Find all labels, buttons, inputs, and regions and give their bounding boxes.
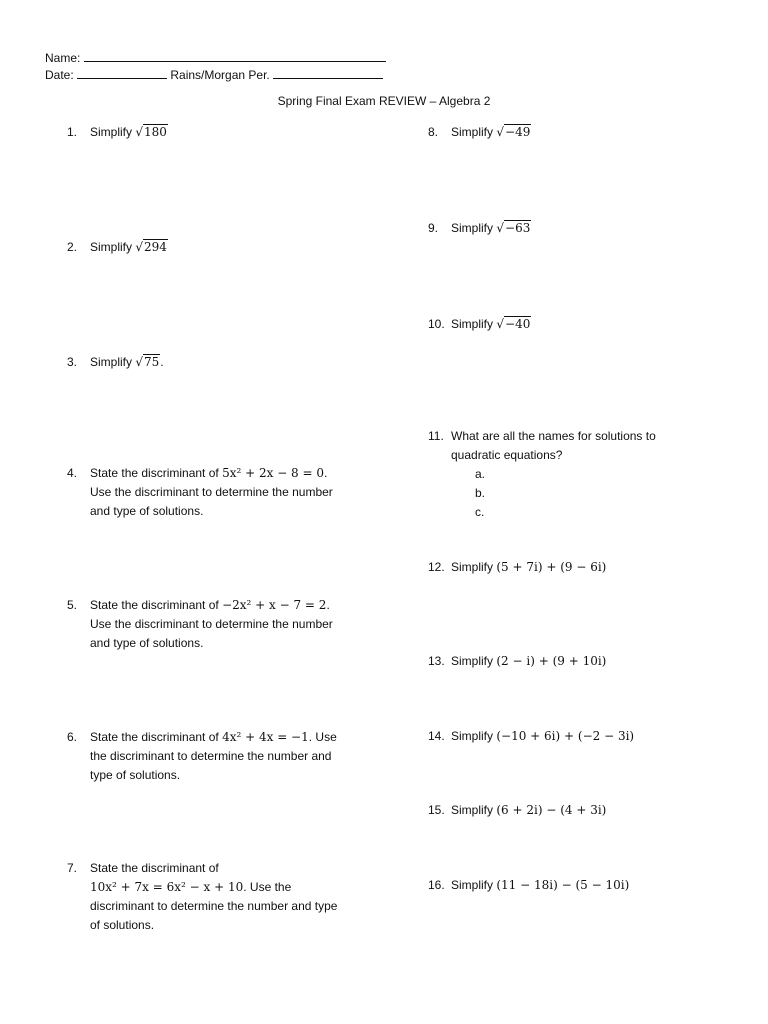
expression: (11 − 18i) − (5 − 10i) xyxy=(496,878,630,892)
answer-a-label: a. xyxy=(475,467,486,481)
sqrt-icon: √ xyxy=(496,317,505,331)
name-blank[interactable] xyxy=(84,49,386,62)
rains-morgan-label: Rains/Morgan Per. xyxy=(170,68,270,82)
name-field xyxy=(45,49,386,66)
expression: (−10 + 6i) + (−2 − 3i) xyxy=(496,729,635,743)
radicand: 180 xyxy=(144,125,167,139)
problem-14: 14. Simplify (−10 + 6i) + (−2 − 3i) xyxy=(428,729,635,743)
radicand: 294 xyxy=(144,240,167,254)
radicand: −63 xyxy=(505,221,531,235)
problem-7: 7. State the discriminant of 10x² + 7x = 6x² − x + 10. Use the discriminant to determine the number and type of solutions. xyxy=(67,861,338,932)
date-label: Date: xyxy=(45,68,74,82)
sqrt-icon: √ xyxy=(135,125,144,139)
radicand: −49 xyxy=(505,125,531,139)
equation: −2x² + x − 7 = 2 xyxy=(222,598,327,612)
equation: 4x² + 4x = −1 xyxy=(222,730,309,744)
problem-10: 10. Simplify √−40 xyxy=(428,317,531,331)
sqrt-icon: √ xyxy=(135,240,144,254)
problem-9: 9. Simplify √−63 xyxy=(428,221,531,235)
problem-8: 8. Simplify √−49 xyxy=(428,125,531,139)
problem-2: 2. Simplify √294 xyxy=(67,240,167,254)
problem-15: 15. Simplify (6 + 2i) − (4 + 3i) xyxy=(428,803,607,817)
equation: 5x² + 2x − 8 = 0 xyxy=(222,466,325,480)
sqrt-icon: √ xyxy=(496,221,505,235)
problem-13: 13. Simplify (2 − i) + (9 + 10i) xyxy=(428,654,607,668)
page-title: Spring Final Exam REVIEW – Algebra 2 xyxy=(277,94,491,108)
problem-3: 3. Simplify √75. xyxy=(67,355,164,369)
expression: (6 + 2i) − (4 + 3i) xyxy=(496,803,607,817)
problem-6: 6. State the discriminant of 4x² + 4x = −1. Use the discriminant to determine the number and type of solutions. xyxy=(67,730,337,782)
answer-c-label: c. xyxy=(475,505,485,519)
date-blank[interactable] xyxy=(77,66,167,79)
expression: (2 − i) + (9 + 10i) xyxy=(496,654,607,668)
equation: 10x² + 7x = 6x² − x + 10 xyxy=(90,880,244,894)
problem-4: 4. State the discriminant of 5x² + 2x − 8 = 0. Use the discriminant to determine the number and type of solutions. xyxy=(67,466,333,518)
problem-5: 5. State the discriminant of −2x² + x − 7 = 2. Use the discriminant to determine the number and type of solutions. xyxy=(67,598,333,650)
answer-b-label: b. xyxy=(475,486,486,500)
radicand: −40 xyxy=(505,317,531,331)
expression: (5 + 7i) + (9 − 6i) xyxy=(496,560,607,574)
sqrt-icon: √ xyxy=(135,355,144,369)
date-field xyxy=(45,66,383,83)
name-label: Name: xyxy=(45,51,81,65)
problem-11: 11. What are all the names for solutions to quadratic equations? a. b. c. xyxy=(428,427,656,522)
radicand: 75 xyxy=(144,355,160,369)
problem-12: 12. Simplify (5 + 7i) + (9 − 6i) xyxy=(428,560,607,574)
problem-1: 1. Simplify √180 xyxy=(67,125,167,139)
sqrt-icon: √ xyxy=(496,125,505,139)
problem-16: 16. Simplify (11 − 18i) − (5 − 10i) xyxy=(428,878,630,892)
period-blank[interactable] xyxy=(273,66,383,79)
